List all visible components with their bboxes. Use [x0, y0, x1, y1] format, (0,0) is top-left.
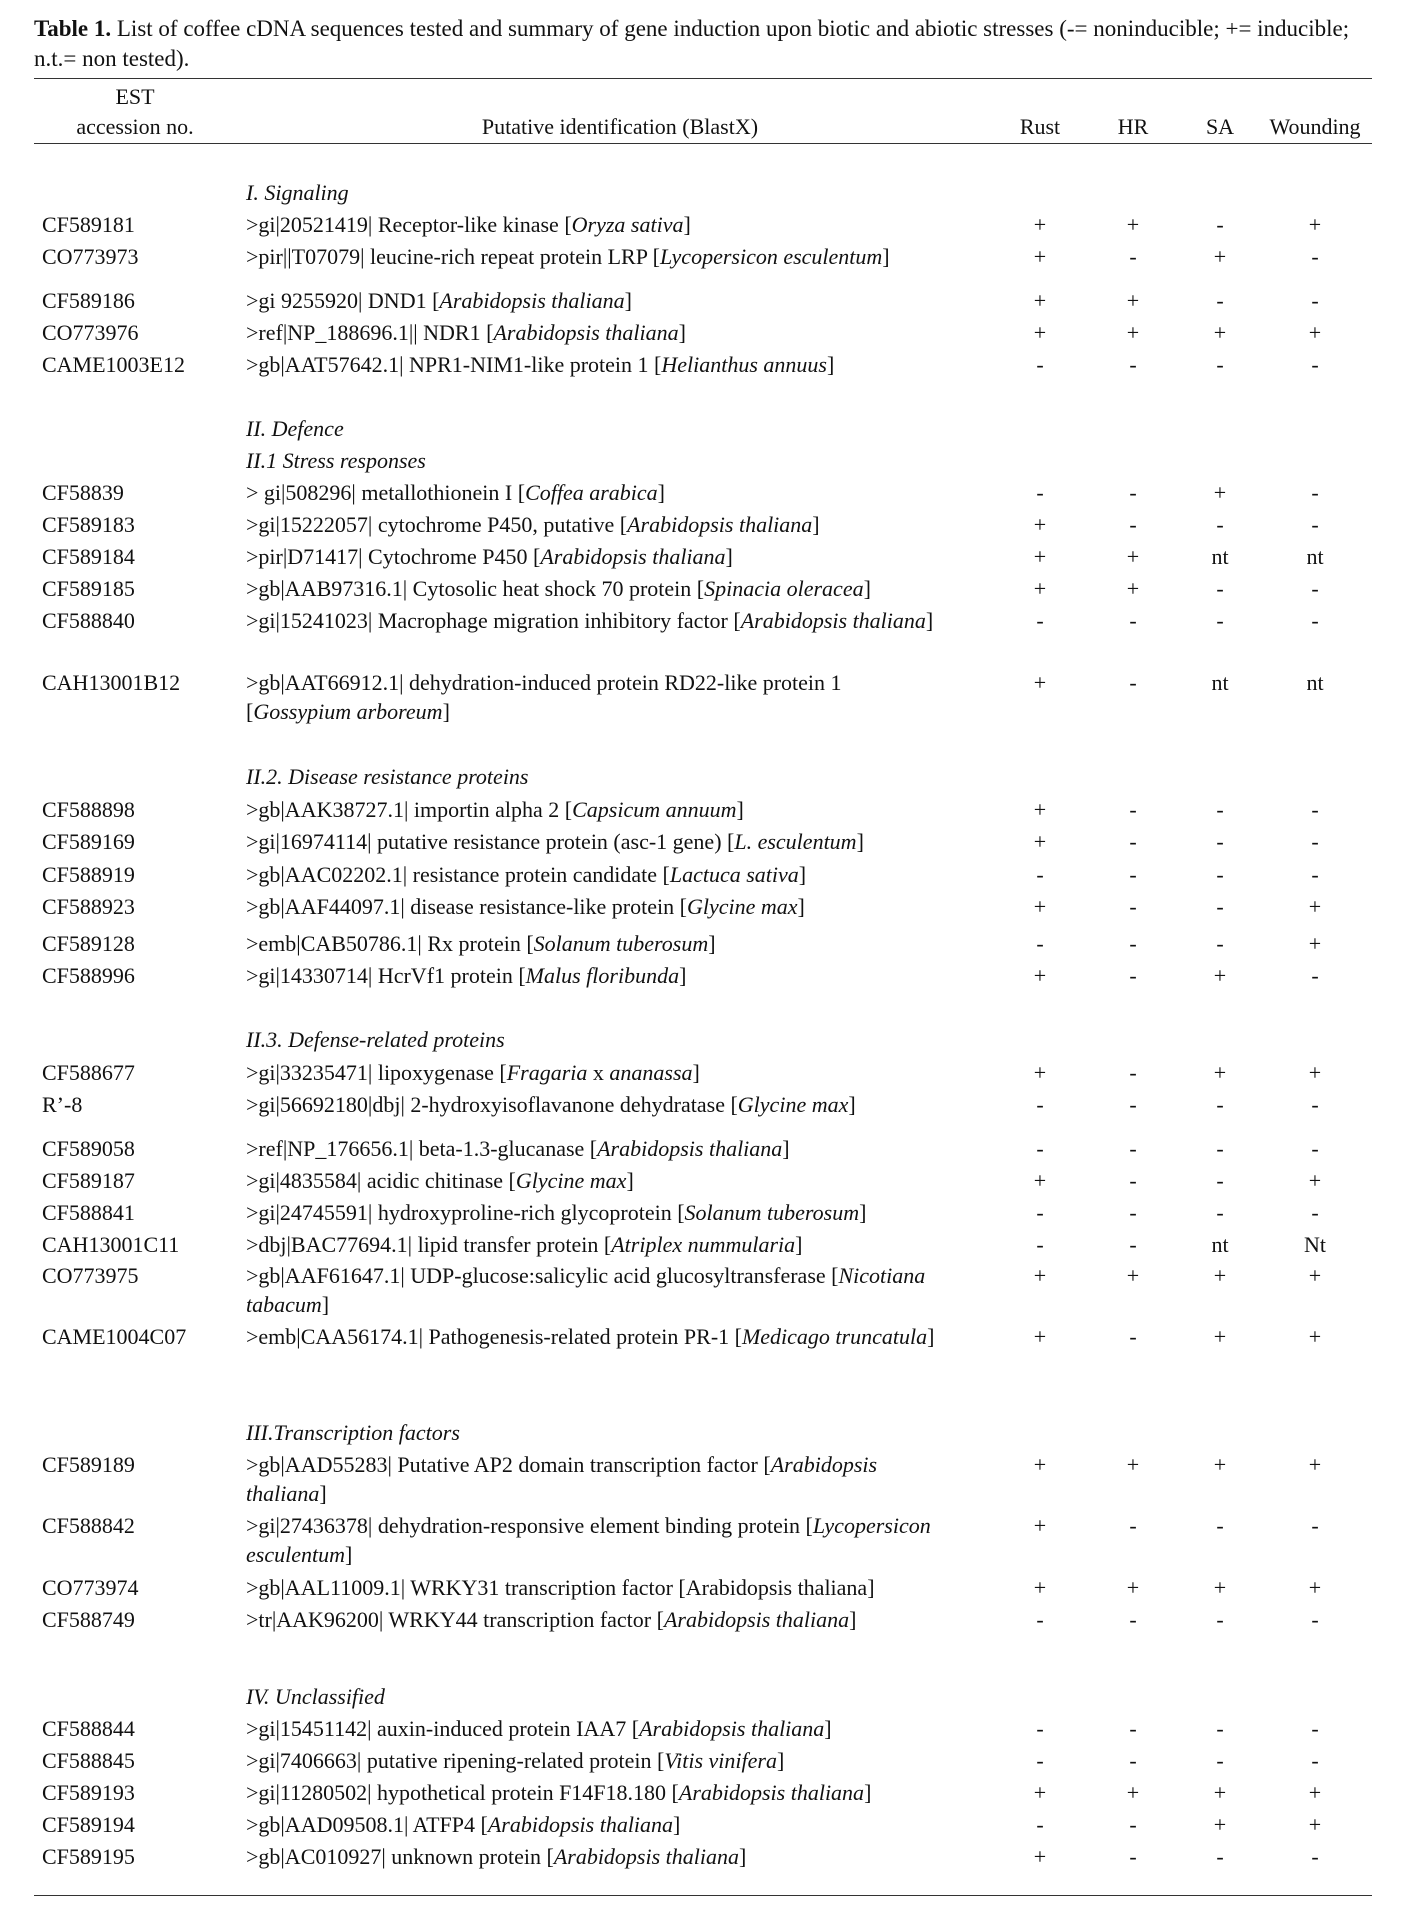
sa-cell: - — [1216, 576, 1224, 601]
accession-cell: CF589184 — [42, 544, 135, 569]
rust-cell: + — [1033, 797, 1047, 822]
sa-cell: + — [1213, 1452, 1227, 1477]
identification-cell: >pir||T07079| leucine-rich repeat protein LRP [Lycopersicon esculentum] — [246, 244, 890, 269]
rust-cell: + — [1033, 576, 1047, 601]
identification-cell: >gb|AC010927| unknown protein [Arabidopsis thaliana] — [246, 1844, 747, 1869]
identification-cell: >gi|56692180|dbj| 2-hydroxyisoflavanone dehydratase [Glycine max] — [246, 1092, 856, 1117]
wounding-cell: + — [1308, 931, 1322, 956]
identification-cell: >gi|16974114| putative resistance protein (asc-1 gene) [L. esculentum] — [246, 829, 864, 854]
hr-cell: - — [1129, 480, 1137, 505]
hr-cell: + — [1126, 1263, 1140, 1288]
species-name: Arabidopsis thaliana — [246, 1452, 878, 1506]
accession-cell: CO773974 — [42, 1575, 139, 1600]
rust-cell: - — [1036, 480, 1044, 505]
sa-cell: - — [1216, 1200, 1224, 1225]
header-wounding: Wounding — [1269, 114, 1361, 139]
rust-cell: - — [1036, 1716, 1044, 1741]
accession-cell: R’-8 — [42, 1092, 83, 1117]
wounding-cell: + — [1308, 1812, 1322, 1837]
species-name: Oryza sativa — [571, 212, 684, 237]
identification-cell: >gb|AAK38727.1| importin alpha 2 [Capsicum annuum] — [246, 797, 744, 822]
sa-cell: - — [1216, 352, 1224, 377]
identification-cell: >gi|27436378| dehydration-responsive element binding protein [Lycopersicon esculentum] — [246, 1513, 931, 1567]
identification-cell: >gi|7406663| putative ripening-related protein [Vitis vinifera] — [246, 1748, 785, 1773]
accession-cell: CF589183 — [42, 512, 135, 537]
wounding-cell: - — [1311, 576, 1319, 601]
identification-cell: >gi|15222057| cytochrome P450, putative [Arabidopsis thaliana] — [246, 512, 820, 537]
sa-cell: - — [1216, 288, 1224, 313]
accession-cell: CAH13001B12 — [42, 670, 181, 695]
wounding-cell: + — [1308, 1324, 1322, 1349]
species-name: Arabidopsis thaliana — [553, 1844, 739, 1869]
sa-cell: nt — [1211, 544, 1229, 569]
hr-cell: - — [1129, 931, 1137, 956]
sa-cell: - — [1216, 1513, 1224, 1538]
species-name: Capsicum annuum — [572, 797, 737, 822]
rust-cell: + — [1033, 894, 1047, 919]
accession-cell: CF589128 — [42, 931, 135, 956]
wounding-cell: - — [1311, 1200, 1319, 1225]
hr-cell: - — [1129, 894, 1137, 919]
accession-cell: CF588842 — [42, 1513, 135, 1538]
rust-cell: + — [1033, 1060, 1047, 1085]
rust-cell: - — [1036, 1136, 1044, 1161]
sa-cell: + — [1213, 244, 1227, 269]
sa-cell: - — [1216, 829, 1224, 854]
wounding-cell: - — [1311, 1092, 1319, 1117]
sa-cell: + — [1213, 480, 1227, 505]
sa-cell: + — [1213, 1780, 1227, 1805]
header-accession: EST accession no. — [76, 84, 194, 139]
wounding-cell: - — [1311, 608, 1319, 633]
header-rust: Rust — [1019, 114, 1061, 139]
sa-cell: nt — [1211, 670, 1229, 695]
accession-cell: CF588898 — [42, 797, 135, 822]
rust-cell: + — [1033, 1575, 1047, 1600]
wounding-cell: + — [1308, 212, 1322, 237]
hr-cell: - — [1129, 1168, 1137, 1193]
hr-cell: - — [1129, 352, 1137, 377]
sa-cell: - — [1216, 862, 1224, 887]
section-title: II. Defence — [246, 416, 344, 441]
species-name: Glycine max — [515, 1168, 627, 1193]
wounding-cell: nt — [1306, 544, 1324, 569]
table-label: Table 1. — [34, 16, 112, 41]
species-name: Malus floribunda — [525, 963, 680, 988]
sa-cell: - — [1216, 1168, 1224, 1193]
rust-cell: - — [1036, 931, 1044, 956]
species-name: Helianthus annuus — [661, 352, 827, 377]
wounding-cell: - — [1311, 352, 1319, 377]
wounding-cell: + — [1308, 320, 1322, 345]
rust-cell: + — [1033, 288, 1047, 313]
wounding-cell: - — [1311, 862, 1319, 887]
wounding-cell: - — [1311, 1844, 1319, 1869]
sa-cell: - — [1216, 512, 1224, 537]
wounding-cell: + — [1308, 894, 1322, 919]
hr-cell: - — [1129, 1232, 1137, 1257]
hr-cell: - — [1129, 1092, 1137, 1117]
species-name: Glycine max — [686, 894, 798, 919]
wounding-cell: - — [1311, 512, 1319, 537]
rust-cell: - — [1036, 1200, 1044, 1225]
wounding-cell: + — [1308, 1452, 1322, 1477]
hr-cell: - — [1129, 963, 1137, 988]
hr-cell: + — [1126, 576, 1140, 601]
rust-cell: + — [1033, 1263, 1047, 1288]
rust-cell: + — [1033, 1168, 1047, 1193]
wounding-cell: - — [1311, 480, 1319, 505]
wounding-cell: - — [1311, 1716, 1319, 1741]
identification-cell: >gi|4835584| acidic chitinase [Glycine max] — [246, 1168, 634, 1193]
accession-cell: CF588923 — [42, 894, 135, 919]
sa-cell: - — [1216, 931, 1224, 956]
accession-cell: CF588677 — [42, 1060, 135, 1085]
identification-cell: >gb|AAT66912.1| dehydration-induced protein RD22-like protein 1 [Gossypium arboreum] — [246, 670, 842, 724]
identification-cell: >gi|15241023| Macrophage migration inhibitory factor [Arabidopsis thaliana] — [246, 608, 934, 633]
identification-cell: >ref|NP_188696.1|| NDR1 [Arabidopsis thaliana] — [246, 320, 686, 345]
hr-cell: - — [1129, 608, 1137, 633]
sa-cell: - — [1216, 1844, 1224, 1869]
hr-cell: - — [1129, 1812, 1137, 1837]
accession-cell: CF589169 — [42, 829, 135, 854]
rust-cell: + — [1033, 1513, 1047, 1538]
sa-cell: - — [1216, 894, 1224, 919]
accession-cell: CF588840 — [42, 608, 135, 633]
accession-cell: CAH13001C11 — [42, 1232, 180, 1257]
hr-cell: - — [1129, 1716, 1137, 1741]
hr-cell: - — [1129, 512, 1137, 537]
hr-cell: - — [1129, 1513, 1137, 1538]
sa-cell: + — [1213, 1575, 1227, 1600]
sa-cell: + — [1213, 1324, 1227, 1349]
species-name: Glycine max — [737, 1092, 849, 1117]
wounding-cell: - — [1311, 1513, 1319, 1538]
wounding-cell: - — [1311, 963, 1319, 988]
identification-cell: >emb|CAA56174.1| Pathogenesis-related protein PR-1 [Medicago truncatula] — [246, 1324, 935, 1349]
sa-cell: - — [1216, 1716, 1224, 1741]
wounding-cell: nt — [1306, 670, 1324, 695]
species-name: Arabidopsis thaliana — [439, 288, 625, 313]
identification-cell: >gb|AAF61647.1| UDP-glucose:salicylic acid glucosyltransferase [Nicotiana tabacum] — [246, 1263, 926, 1317]
accession-cell: CF588845 — [42, 1748, 135, 1773]
species-name: Arabidopsis thaliana — [663, 1607, 850, 1632]
sa-cell: + — [1213, 963, 1227, 988]
sa-cell: - — [1216, 1607, 1224, 1632]
table-caption — [34, 14, 1394, 74]
accession-cell: CF588749 — [42, 1607, 135, 1632]
accession-cell: CF589058 — [42, 1136, 135, 1161]
hr-cell: - — [1129, 1136, 1137, 1161]
hr-cell: - — [1129, 1748, 1137, 1773]
sa-cell: - — [1216, 212, 1224, 237]
wounding-cell: + — [1308, 1575, 1322, 1600]
species-name: Spinacia oleracea — [704, 576, 864, 601]
rust-cell: + — [1033, 1780, 1047, 1805]
identification-cell: >gb|AAD09508.1| ATFP4 [Arabidopsis thaliana] — [246, 1812, 681, 1837]
identification-cell: >gb|AAC02202.1| resistance protein candidate [Lactuca sativa] — [246, 862, 807, 887]
section-title: III.Transcription factors — [246, 1420, 460, 1445]
rust-cell: + — [1033, 320, 1047, 345]
rust-cell: + — [1033, 829, 1047, 854]
hr-cell: - — [1129, 1607, 1137, 1632]
species-name: Arabidopsis thaliana — [639, 1716, 825, 1741]
accession-cell: CF58839 — [42, 480, 124, 505]
species-name: Gossypium arboreum — [253, 699, 443, 724]
accession-cell: CF589189 — [42, 1452, 135, 1477]
wounding-cell: - — [1311, 288, 1319, 313]
rust-cell: + — [1033, 1844, 1047, 1869]
accession-cell: CF588844 — [42, 1716, 135, 1741]
hr-cell: + — [1126, 320, 1140, 345]
rust-cell: - — [1036, 1812, 1044, 1837]
species-name: Solanum tuberosum — [533, 931, 709, 956]
rust-cell: - — [1036, 1092, 1044, 1117]
species-name: Atriplex nummularia — [611, 1232, 796, 1257]
identification-cell: >gi|20521419| Receptor-like kinase [Oryza sativa] — [246, 212, 691, 237]
identification-cell: >gi 9255920| DND1 [Arabidopsis thaliana] — [246, 288, 632, 313]
rust-cell: + — [1033, 512, 1047, 537]
header-hr: HR — [1117, 114, 1149, 139]
wounding-cell: + — [1308, 1168, 1322, 1193]
wounding-cell: - — [1311, 1136, 1319, 1161]
identification-cell: >emb|CAB50786.1| Rx protein [Solanum tuberosum] — [246, 931, 716, 956]
hr-cell: + — [1126, 212, 1140, 237]
species-name: Arabidopsis thaliana — [678, 1780, 865, 1805]
hr-cell: + — [1126, 1452, 1140, 1477]
sa-cell: - — [1216, 797, 1224, 822]
rust-cell: - — [1036, 1232, 1044, 1257]
species-name: Solanum tuberosum — [684, 1200, 860, 1225]
section-title: I. Signaling — [246, 180, 349, 205]
species-name: Arabidopsis thaliana — [740, 608, 926, 633]
section-title: II.1 Stress responses — [246, 448, 426, 473]
section-title: IV. Unclassified — [246, 1684, 385, 1709]
sa-cell: + — [1213, 1060, 1227, 1085]
species-name: Lycopersicon esculentum — [659, 244, 883, 269]
identification-cell: >gi|14330714| HcrVf1 protein [Malus floribunda] — [246, 963, 687, 988]
species-name: L. esculentum — [734, 829, 857, 854]
bottom-rule — [34, 1895, 1372, 1896]
hr-cell: - — [1129, 829, 1137, 854]
rust-cell: + — [1033, 244, 1047, 269]
wounding-cell: - — [1311, 1748, 1319, 1773]
hr-cell: - — [1129, 244, 1137, 269]
wounding-cell: - — [1311, 244, 1319, 269]
hr-cell: - — [1129, 1200, 1137, 1225]
identification-cell: >gb|AAF44097.1| disease resistance-like protein [Glycine max] — [246, 894, 805, 919]
species-name: Arabidopsis thaliana — [493, 320, 679, 345]
identification-cell: >gb|AAB97316.1| Cytosolic heat shock 70 protein [Spinacia oleracea] — [246, 576, 871, 601]
rust-cell: - — [1036, 352, 1044, 377]
rust-cell: - — [1036, 1748, 1044, 1773]
sa-cell: - — [1216, 1748, 1224, 1773]
identification-cell: >gb|AAL11009.1| WRKY31 transcription factor [Arabidopsis thaliana] — [246, 1575, 875, 1600]
rust-cell: + — [1033, 670, 1047, 695]
sa-cell: + — [1213, 1263, 1227, 1288]
hr-cell: + — [1126, 288, 1140, 313]
hr-cell: - — [1129, 1844, 1137, 1869]
accession-cell: CF589181 — [42, 212, 135, 237]
accession-cell: CO773973 — [42, 244, 139, 269]
hr-cell: + — [1126, 1780, 1140, 1805]
species-name: Coffea arabica — [525, 480, 658, 505]
header-sa: SA — [1205, 114, 1235, 139]
species-name: Arabidopsis thaliana — [487, 1812, 674, 1837]
species-name: Vitis vinifera — [664, 1748, 777, 1773]
identification-cell: > gi|508296| metallothionein I [Coffea arabica] — [246, 480, 665, 505]
sa-cell: + — [1213, 320, 1227, 345]
hr-cell: - — [1129, 1324, 1137, 1349]
caption-text: List of coffee cDNA sequences tested and summary of gene induction upon biotic and abiotic stresses (-= noninducible; += inducible; n.t.= non tested). — [34, 16, 1350, 71]
hr-cell: + — [1126, 1575, 1140, 1600]
accession-cell: CF588841 — [42, 1200, 135, 1225]
wounding-cell: - — [1311, 829, 1319, 854]
identification-cell: >gi|11280502| hypothetical protein F14F18.180 [Arabidopsis thaliana] — [246, 1780, 872, 1805]
identification-cell: >ref|NP_176656.1| beta-1.3-glucanase [Arabidopsis thaliana] — [246, 1136, 790, 1161]
header-identification: Putative identification (BlastX) — [481, 114, 759, 139]
accession-cell: CF588919 — [42, 862, 135, 887]
header-rule — [34, 143, 1372, 144]
sa-cell: - — [1216, 1136, 1224, 1161]
rust-cell: + — [1033, 1452, 1047, 1477]
wounding-cell: + — [1308, 1263, 1322, 1288]
species-name: Lycopersicon esculentum — [246, 1513, 931, 1567]
hr-cell: + — [1126, 544, 1140, 569]
sa-cell: nt — [1211, 1232, 1229, 1257]
sa-cell: - — [1216, 1092, 1224, 1117]
hr-cell: - — [1129, 1060, 1137, 1085]
rust-cell: + — [1033, 963, 1047, 988]
species-name: Arabidopsis thaliana — [540, 544, 726, 569]
accession-cell: CF589193 — [42, 1780, 135, 1805]
wounding-cell: - — [1311, 1607, 1319, 1632]
accession-cell: CF589195 — [42, 1844, 135, 1869]
identification-cell: >gi|15451142| auxin-induced protein IAA7 [Arabidopsis thaliana] — [246, 1716, 832, 1741]
wounding-cell: + — [1308, 1780, 1322, 1805]
accession-cell: CF589186 — [42, 288, 135, 313]
identification-cell: >gb|AAT57642.1| NPR1-NIM1-like protein 1 [Helianthus annuus] — [246, 352, 835, 377]
rust-cell: + — [1033, 544, 1047, 569]
species-name: Arabidopsis thaliana — [627, 512, 813, 537]
species-name: Fragaria — [506, 1060, 588, 1085]
accession-cell: CF589185 — [42, 576, 135, 601]
rust-cell: + — [1033, 212, 1047, 237]
rust-cell: - — [1036, 1607, 1044, 1632]
accession-cell: CO773976 — [42, 320, 139, 345]
identification-cell: >gb|AAD55283| Putative AP2 domain transcription factor [Arabidopsis thaliana] — [246, 1452, 878, 1506]
species-name: ananassa — [609, 1060, 693, 1085]
sa-cell: + — [1213, 1812, 1227, 1837]
hr-cell: - — [1129, 670, 1137, 695]
sa-cell: - — [1216, 608, 1224, 633]
identification-cell: >gi|24745591| hydroxyproline-rich glycoprotein [Solanum tuberosum] — [246, 1200, 867, 1225]
accession-cell: CAME1004C07 — [42, 1324, 187, 1349]
identification-cell: >gi|33235471| lipoxygenase [Fragaria x ananassa] — [246, 1060, 700, 1085]
species-name: Nicotiana tabacum — [246, 1263, 926, 1317]
accession-cell: CAME1003E12 — [42, 352, 185, 377]
hr-cell: - — [1129, 797, 1137, 822]
accession-cell: CF589194 — [42, 1812, 135, 1837]
section-title: II.2. Disease resistance proteins — [246, 764, 529, 789]
identification-cell: >pir|D71417| Cytochrome P450 [Arabidopsis thaliana] — [246, 544, 733, 569]
rust-cell: - — [1036, 862, 1044, 887]
wounding-cell: Nt — [1304, 1232, 1326, 1257]
rust-cell: + — [1033, 1324, 1047, 1349]
accession-cell: CF588996 — [42, 963, 135, 988]
species-name: Arabidopsis thaliana — [597, 1136, 783, 1161]
accession-cell: CO773975 — [42, 1263, 139, 1288]
identification-cell: >dbj|BAC77694.1| lipid transfer protein [Atriplex nummularia] — [246, 1232, 803, 1257]
accession-cell: CF589187 — [42, 1168, 135, 1193]
identification-cell: >tr|AAK96200| WRKY44 transcription factor [Arabidopsis thaliana] — [246, 1607, 857, 1632]
species-name: Medicago truncatula — [741, 1324, 928, 1349]
top-rule — [34, 78, 1372, 79]
wounding-cell: + — [1308, 1060, 1322, 1085]
rust-cell: - — [1036, 608, 1044, 633]
wounding-cell: - — [1311, 797, 1319, 822]
hr-cell: - — [1129, 862, 1137, 887]
species-name: Lactuca sativa — [669, 862, 799, 887]
section-title: II.3. Defense-related proteins — [246, 1027, 505, 1052]
